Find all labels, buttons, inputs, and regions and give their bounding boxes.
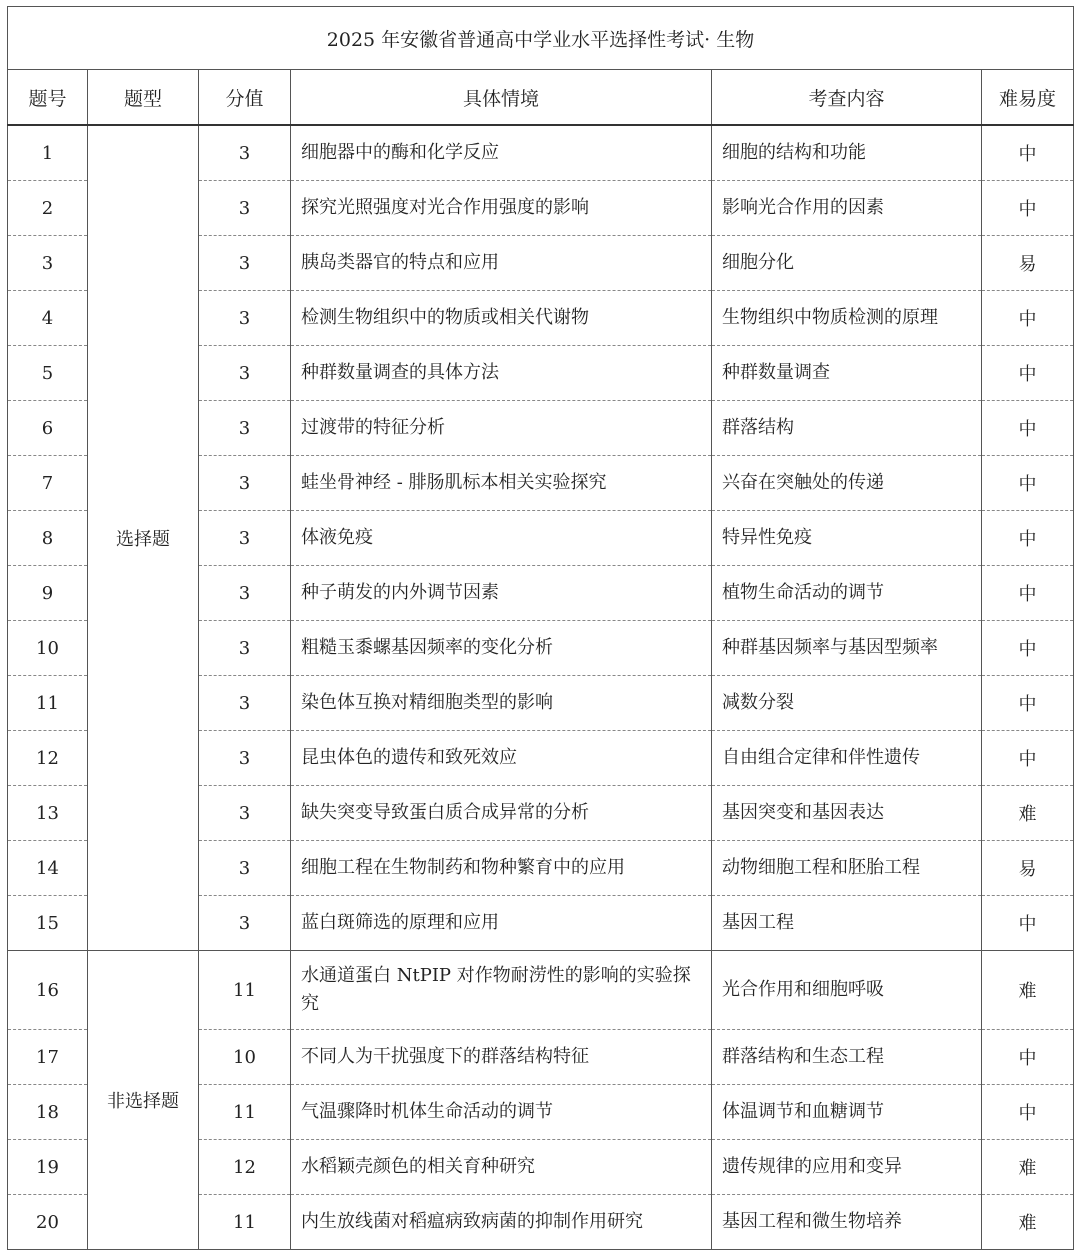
question-number: 7 <box>8 456 88 511</box>
difficulty: 中 <box>982 346 1074 401</box>
content: 基因工程 <box>712 896 982 951</box>
table-body <box>8 125 1074 1250</box>
context: 昆虫体色的遗传和致死效应 <box>291 731 712 786</box>
difficulty: 中 <box>982 1030 1074 1085</box>
score: 3 <box>199 566 291 621</box>
content: 群落结构 <box>712 401 982 456</box>
content: 体温调节和血糖调节 <box>712 1085 982 1140</box>
context: 检测生物组织中的物质或相关代谢物 <box>291 291 712 346</box>
difficulty: 中 <box>982 731 1074 786</box>
score: 3 <box>199 621 291 676</box>
content: 生物组织中物质检测的原理 <box>712 291 982 346</box>
question-number: 13 <box>8 786 88 841</box>
difficulty: 难 <box>982 786 1074 841</box>
difficulty: 中 <box>982 896 1074 951</box>
exam-analysis-table <box>7 6 1074 1250</box>
title-row <box>8 7 1074 70</box>
score: 12 <box>199 1140 291 1195</box>
score: 3 <box>199 841 291 896</box>
content: 种群基因频率与基因型频率 <box>712 621 982 676</box>
question-type: 选择题 <box>88 125 199 951</box>
context: 细胞器中的酶和化学反应 <box>291 125 712 181</box>
difficulty: 中 <box>982 1085 1074 1140</box>
context: 种子萌发的内外调节因素 <box>291 566 712 621</box>
question-number: 17 <box>8 1030 88 1085</box>
content: 特异性免疫 <box>712 511 982 566</box>
content: 自由组合定律和伴性遗传 <box>712 731 982 786</box>
difficulty: 难 <box>982 1140 1074 1195</box>
difficulty: 中 <box>982 676 1074 731</box>
difficulty: 易 <box>982 841 1074 896</box>
content: 减数分裂 <box>712 676 982 731</box>
context: 细胞工程在生物制药和物种繁育中的应用 <box>291 841 712 896</box>
context: 胰岛类器官的特点和应用 <box>291 236 712 291</box>
score: 3 <box>199 291 291 346</box>
context: 气温骤降时机体生命活动的调节 <box>291 1085 712 1140</box>
header-difficulty: 难易度 <box>982 70 1074 126</box>
score: 3 <box>199 511 291 566</box>
score: 3 <box>199 346 291 401</box>
context: 种群数量调查的具体方法 <box>291 346 712 401</box>
difficulty: 难 <box>982 951 1074 1030</box>
content: 基因突变和基因表达 <box>712 786 982 841</box>
table-row <box>8 125 1074 181</box>
question-number: 11 <box>8 676 88 731</box>
table-title: 2025 年安徽省普通高中学业水平选择性考试· 生物 <box>8 7 1074 70</box>
question-number: 15 <box>8 896 88 951</box>
question-number: 2 <box>8 181 88 236</box>
difficulty: 中 <box>982 401 1074 456</box>
exam-analysis-sheet <box>7 6 1073 1249</box>
context: 蓝白斑筛选的原理和应用 <box>291 896 712 951</box>
content: 群落结构和生态工程 <box>712 1030 982 1085</box>
score: 11 <box>199 1085 291 1140</box>
score: 3 <box>199 236 291 291</box>
table-row <box>8 951 1074 1030</box>
content: 遗传规律的应用和变异 <box>712 1140 982 1195</box>
question-number: 8 <box>8 511 88 566</box>
difficulty: 难 <box>982 1195 1074 1250</box>
context: 缺失突变导致蛋白质合成异常的分析 <box>291 786 712 841</box>
question-number: 18 <box>8 1085 88 1140</box>
question-number: 20 <box>8 1195 88 1250</box>
question-number: 9 <box>8 566 88 621</box>
context: 不同人为干扰强度下的群落结构特征 <box>291 1030 712 1085</box>
context: 探究光照强度对光合作用强度的影响 <box>291 181 712 236</box>
context: 水稻颖壳颜色的相关育种研究 <box>291 1140 712 1195</box>
header-context: 具体情境 <box>291 70 712 126</box>
difficulty: 中 <box>982 511 1074 566</box>
score: 10 <box>199 1030 291 1085</box>
content: 影响光合作用的因素 <box>712 181 982 236</box>
context: 染色体互换对精细胞类型的影响 <box>291 676 712 731</box>
difficulty: 中 <box>982 456 1074 511</box>
difficulty: 中 <box>982 181 1074 236</box>
question-number: 4 <box>8 291 88 346</box>
score: 3 <box>199 676 291 731</box>
score: 11 <box>199 1195 291 1250</box>
question-number: 1 <box>8 125 88 181</box>
question-number: 5 <box>8 346 88 401</box>
content: 种群数量调查 <box>712 346 982 401</box>
header-row <box>8 70 1074 126</box>
context: 体液免疫 <box>291 511 712 566</box>
score: 3 <box>199 125 291 181</box>
score: 3 <box>199 401 291 456</box>
context: 水通道蛋白 NtPIP 对作物耐涝性的影响的实验探究 <box>291 951 712 1030</box>
content: 光合作用和细胞呼吸 <box>712 951 982 1030</box>
context: 粗糙玉黍螺基因频率的变化分析 <box>291 621 712 676</box>
difficulty: 中 <box>982 291 1074 346</box>
question-number: 10 <box>8 621 88 676</box>
score: 3 <box>199 731 291 786</box>
question-number: 14 <box>8 841 88 896</box>
content: 兴奋在突触处的传递 <box>712 456 982 511</box>
content: 细胞的结构和功能 <box>712 125 982 181</box>
score: 11 <box>199 951 291 1030</box>
context: 内生放线菌对稻瘟病致病菌的抑制作用研究 <box>291 1195 712 1250</box>
question-number: 6 <box>8 401 88 456</box>
header-content: 考查内容 <box>712 70 982 126</box>
content: 植物生命活动的调节 <box>712 566 982 621</box>
difficulty: 易 <box>982 236 1074 291</box>
score: 3 <box>199 786 291 841</box>
score: 3 <box>199 896 291 951</box>
question-type: 非选择题 <box>88 951 199 1250</box>
score: 3 <box>199 181 291 236</box>
difficulty: 中 <box>982 621 1074 676</box>
question-number: 16 <box>8 951 88 1030</box>
difficulty: 中 <box>982 566 1074 621</box>
content: 基因工程和微生物培养 <box>712 1195 982 1250</box>
header-number: 题号 <box>8 70 88 126</box>
header-type: 题型 <box>88 70 199 126</box>
header-score: 分值 <box>199 70 291 126</box>
question-number: 19 <box>8 1140 88 1195</box>
difficulty: 中 <box>982 125 1074 181</box>
context: 过渡带的特征分析 <box>291 401 712 456</box>
context: 蛙坐骨神经 - 腓肠肌标本相关实验探究 <box>291 456 712 511</box>
content: 动物细胞工程和胚胎工程 <box>712 841 982 896</box>
content: 细胞分化 <box>712 236 982 291</box>
question-number: 12 <box>8 731 88 786</box>
score: 3 <box>199 456 291 511</box>
question-number: 3 <box>8 236 88 291</box>
